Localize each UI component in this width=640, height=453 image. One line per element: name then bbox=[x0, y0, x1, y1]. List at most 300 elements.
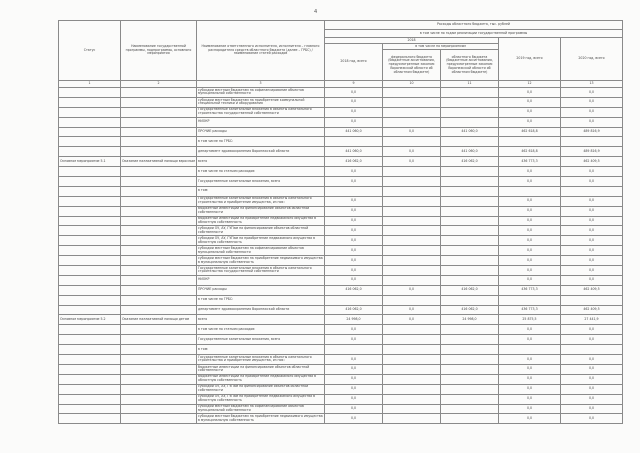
row-2018-federal bbox=[383, 246, 441, 256]
row-status bbox=[59, 374, 121, 384]
row-2018-federal: 0,0 bbox=[383, 157, 441, 167]
row-program bbox=[121, 107, 197, 117]
row-2019 bbox=[499, 137, 561, 147]
row-status bbox=[59, 97, 121, 107]
row-2018-regional bbox=[441, 216, 499, 226]
row-status bbox=[59, 147, 121, 157]
row-2018-regional bbox=[441, 186, 499, 196]
row-2018-regional bbox=[441, 236, 499, 246]
row-2018-regional bbox=[441, 414, 499, 424]
header-incl-events: в том числе по мероприятиям bbox=[383, 44, 499, 50]
col-number: 11 bbox=[441, 81, 499, 88]
row-2018-regional bbox=[441, 374, 499, 384]
row-program bbox=[121, 335, 197, 345]
row-2018-federal: 0,0 bbox=[383, 285, 441, 295]
row-2019: 0,0 bbox=[499, 226, 561, 236]
row-2020 bbox=[561, 345, 623, 355]
row-2018-regional bbox=[441, 275, 499, 285]
col-number: 9 bbox=[325, 81, 383, 88]
row-2019: 0,0 bbox=[499, 275, 561, 285]
row-2019 bbox=[499, 295, 561, 305]
row-2018-total: 0,0 bbox=[325, 216, 383, 226]
row-name: субсидии местным бюджетам на приобретение коммунальной специальной техники и оборудования bbox=[197, 97, 325, 107]
row-2020: 0,0 bbox=[561, 325, 623, 335]
row-2018-regional bbox=[441, 246, 499, 256]
table-row bbox=[59, 117, 623, 127]
row-program: Оказание паллиативной помощи детям bbox=[121, 315, 197, 325]
row-name: субсидии местным бюджетам на приобретение недвижимого имущества в муниципальную собственность bbox=[198, 255, 323, 264]
row-2018-federal bbox=[383, 236, 441, 246]
row-2019: 0,0 bbox=[499, 216, 561, 226]
page-number: 4 bbox=[314, 9, 318, 15]
row-2018-total: 0,0 bbox=[325, 196, 383, 206]
row-2019: 436 773,3 bbox=[499, 285, 561, 295]
row-2020: 0,0 bbox=[561, 394, 623, 404]
row-name: субсидии ОУ, АУ, ГУПам на приобретение недвижимого имущества в областную собственность bbox=[197, 236, 325, 246]
budget-table bbox=[58, 20, 623, 424]
row-program bbox=[121, 256, 197, 266]
row-2019: 0,0 bbox=[499, 335, 561, 345]
row-2018-regional bbox=[441, 97, 499, 107]
row-program bbox=[121, 117, 197, 127]
row-program: Оказание паллиативной помощи взрослым bbox=[121, 157, 197, 167]
row-2018-federal bbox=[383, 394, 441, 404]
row-2018-regional bbox=[441, 177, 499, 187]
row-2018-total: 0,0 bbox=[325, 404, 383, 414]
row-2020: 0,0 bbox=[561, 236, 623, 246]
row-2018-total: 0,0 bbox=[325, 414, 383, 424]
table-row bbox=[59, 384, 623, 394]
row-status bbox=[59, 186, 121, 196]
table-row bbox=[59, 206, 623, 216]
row-program bbox=[121, 295, 197, 305]
table-row bbox=[59, 394, 623, 404]
row-status bbox=[59, 216, 121, 226]
row-2020: 489 816,9 bbox=[561, 147, 623, 157]
row-program bbox=[121, 177, 197, 187]
row-2018-total: 0,0 bbox=[325, 256, 383, 266]
row-name: в том числе по статьям расходов: bbox=[197, 167, 325, 177]
row-2018-federal bbox=[383, 216, 441, 226]
row-2020: 0,0 bbox=[561, 88, 623, 98]
header-col-2018-federal: федерального бюджета (бюджетные ассигнования, предусмотренные законом Воронежской области об областном бюджете) bbox=[383, 50, 441, 81]
row-program bbox=[121, 97, 197, 107]
row-program bbox=[121, 414, 197, 424]
row-status bbox=[59, 107, 121, 117]
row-2018-total: 0,0 bbox=[325, 167, 383, 177]
table-row bbox=[59, 325, 623, 335]
table-row bbox=[59, 137, 623, 147]
table-row bbox=[59, 226, 623, 236]
row-2018-regional bbox=[441, 266, 499, 276]
row-program bbox=[121, 127, 197, 137]
row-name: субсидии ОУ, АУ, ГУПам на финансирование объектов областной собственности bbox=[197, 384, 325, 394]
row-2018-total bbox=[325, 295, 383, 305]
row-2018-federal bbox=[383, 266, 441, 276]
row-2020: 0,0 bbox=[561, 226, 623, 236]
row-status: Основное мероприятие 5.2 bbox=[59, 315, 121, 325]
row-name: Государственные капитальные вложения в объекты капитального строительства и приобретение имущества, из них: bbox=[197, 196, 325, 206]
row-name: субсидии местным бюджетам на приобретение недвижимого имущества в муниципальную собственность bbox=[198, 414, 323, 422]
row-status bbox=[59, 236, 121, 246]
row-2019: 0,0 bbox=[499, 167, 561, 177]
table-row bbox=[59, 127, 623, 137]
row-program bbox=[121, 266, 197, 276]
header-year-2018: 2018 bbox=[325, 38, 499, 44]
row-program bbox=[121, 394, 197, 404]
row-2018-regional bbox=[441, 226, 499, 236]
row-program bbox=[121, 275, 197, 285]
row-2018-total: 0,0 bbox=[325, 275, 383, 285]
row-2018-total: 0,0 bbox=[325, 177, 383, 187]
row-2018-total: 0,0 bbox=[325, 364, 383, 374]
row-status bbox=[59, 404, 121, 414]
row-program bbox=[121, 325, 197, 335]
row-name: субсидии ОУ, АУ, ГУПам на приобретение недвижимого имущества в областную собственность bbox=[197, 394, 325, 404]
row-2018-regional bbox=[441, 355, 499, 365]
table-row bbox=[59, 186, 623, 196]
col-number: 2 bbox=[121, 81, 197, 88]
row-2018-total: 24 998,0 bbox=[325, 315, 383, 325]
row-2018-total: 416 062,0 bbox=[325, 157, 383, 167]
row-status bbox=[59, 127, 121, 137]
row-name: субсидии ОУ, АУ, ГУПам на финансирование объектов областной собственности bbox=[197, 226, 325, 236]
row-status bbox=[59, 196, 121, 206]
row-status: Основное мероприятие 5.1 bbox=[59, 157, 121, 167]
row-program bbox=[121, 236, 197, 246]
row-2018-regional bbox=[441, 256, 499, 266]
row-2018-regional bbox=[441, 137, 499, 147]
row-program bbox=[121, 206, 197, 216]
row-2018-federal: 0,0 bbox=[383, 305, 441, 315]
row-2019: 0,0 bbox=[499, 117, 561, 127]
table-row bbox=[59, 404, 623, 414]
row-status bbox=[59, 295, 121, 305]
row-2018-federal bbox=[383, 345, 441, 355]
row-2018-federal bbox=[383, 355, 441, 365]
row-2018-regional bbox=[441, 404, 499, 414]
row-2018-federal bbox=[383, 335, 441, 345]
row-2018-regional: 416 062,0 bbox=[441, 157, 499, 167]
row-status bbox=[59, 167, 121, 177]
row-status bbox=[59, 88, 121, 98]
row-2018-regional: 416 062,0 bbox=[441, 305, 499, 315]
row-program bbox=[121, 196, 197, 206]
row-2018-federal bbox=[383, 404, 441, 414]
row-name: департамент здравоохранения Воронежской области bbox=[197, 147, 325, 157]
row-2019 bbox=[499, 345, 561, 355]
row-2019: 462 618,8 bbox=[499, 127, 561, 137]
row-2018-federal bbox=[383, 275, 441, 285]
row-2018-federal bbox=[383, 107, 441, 117]
row-name: в том: bbox=[197, 186, 325, 196]
row-2020: 0,0 bbox=[561, 196, 623, 206]
row-2020: 0,0 bbox=[561, 167, 623, 177]
row-2019: 0,0 bbox=[499, 364, 561, 374]
table-row bbox=[59, 266, 623, 276]
row-2018-federal bbox=[383, 364, 441, 374]
table-row bbox=[59, 167, 623, 177]
row-2018-total: 0,0 bbox=[325, 384, 383, 394]
row-2019: 0,0 bbox=[499, 206, 561, 216]
table-row bbox=[59, 315, 623, 325]
table-row bbox=[59, 177, 623, 187]
row-2018-total: 441 060,0 bbox=[325, 147, 383, 157]
row-2018-regional bbox=[441, 196, 499, 206]
row-program bbox=[121, 216, 197, 226]
row-2018-federal bbox=[383, 186, 441, 196]
row-program bbox=[121, 355, 197, 365]
row-name: НИОКР bbox=[197, 275, 325, 285]
row-status bbox=[59, 414, 121, 424]
row-status bbox=[59, 117, 121, 127]
row-2020 bbox=[561, 137, 623, 147]
row-name: Государственные капитальные вложения в объекты капитального строительства государственной собственности bbox=[197, 266, 325, 276]
row-name: субсидии местным бюджетам на софинансирование объектов муниципальной собственности bbox=[197, 88, 325, 98]
row-name: бюджетные инвестиции на финансирование объектов областной собственности bbox=[197, 206, 325, 216]
row-status bbox=[59, 355, 121, 365]
row-2020: 0,0 bbox=[561, 177, 623, 187]
row-2018-total: 0,0 bbox=[325, 374, 383, 384]
row-status bbox=[59, 394, 121, 404]
table-row bbox=[59, 107, 623, 117]
table-row bbox=[59, 216, 623, 226]
row-2019: 0,0 bbox=[499, 384, 561, 394]
header-status: Статус bbox=[59, 21, 121, 81]
row-2018-regional bbox=[441, 167, 499, 177]
row-2018-total: 0,0 bbox=[325, 117, 383, 127]
table-row bbox=[59, 345, 623, 355]
row-2018-total bbox=[325, 345, 383, 355]
row-2018-total: 0,0 bbox=[325, 325, 383, 335]
row-status bbox=[59, 275, 121, 285]
row-2018-total: 0,0 bbox=[325, 88, 383, 98]
row-2018-federal bbox=[383, 295, 441, 305]
row-program bbox=[121, 364, 197, 374]
row-status bbox=[59, 256, 121, 266]
row-2018-regional bbox=[441, 295, 499, 305]
row-2019: 462 618,8 bbox=[499, 147, 561, 157]
row-status bbox=[59, 206, 121, 216]
row-2018-total: 0,0 bbox=[325, 107, 383, 117]
row-2020: 0,0 bbox=[561, 374, 623, 384]
row-2018-total: 441 060,0 bbox=[325, 127, 383, 137]
row-2018-federal: 0,0 bbox=[383, 315, 441, 325]
row-name: бюджетные инвестиции на финансирование объектов областной собственности bbox=[197, 364, 325, 374]
row-program bbox=[121, 246, 197, 256]
table-row bbox=[59, 236, 623, 246]
row-2020: 0,0 bbox=[561, 384, 623, 394]
row-2020: 0,0 bbox=[561, 216, 623, 226]
row-status bbox=[59, 325, 121, 335]
row-status bbox=[59, 305, 121, 315]
row-2019: 436 773,3 bbox=[499, 157, 561, 167]
row-2018-regional bbox=[441, 394, 499, 404]
row-2018-regional bbox=[441, 364, 499, 374]
row-2018-regional bbox=[441, 325, 499, 335]
row-2018-total: 0,0 bbox=[325, 97, 383, 107]
row-2018-regional bbox=[441, 206, 499, 216]
row-2018-regional bbox=[441, 107, 499, 117]
row-2018-federal bbox=[383, 384, 441, 394]
row-status bbox=[59, 226, 121, 236]
header-col-2019: 2019 год, всего bbox=[499, 38, 561, 81]
row-2019: 0,0 bbox=[499, 404, 561, 414]
row-2020: 0,0 bbox=[561, 97, 623, 107]
row-2019: 0,0 bbox=[499, 246, 561, 256]
row-status bbox=[59, 137, 121, 147]
row-2020: 0,0 bbox=[561, 335, 623, 345]
row-2019: 0,0 bbox=[499, 236, 561, 246]
row-2020: 0,0 bbox=[561, 414, 623, 424]
table-row bbox=[59, 196, 623, 206]
col-number: 3 bbox=[197, 81, 325, 88]
row-2018-total: 416 062,0 bbox=[325, 285, 383, 295]
row-2019: 0,0 bbox=[499, 355, 561, 365]
row-2018-total: 0,0 bbox=[325, 236, 383, 246]
row-2020: 0,0 bbox=[561, 206, 623, 216]
row-2020: 0,0 bbox=[561, 117, 623, 127]
row-2018-regional: 24 998,0 bbox=[441, 315, 499, 325]
row-2020: 0,0 bbox=[561, 266, 623, 276]
col-number: 13 bbox=[561, 81, 623, 88]
row-2018-regional bbox=[441, 117, 499, 127]
row-program bbox=[121, 345, 197, 355]
row-2018-regional: 416 062,0 bbox=[441, 285, 499, 295]
row-2018-federal bbox=[383, 374, 441, 384]
row-2019: 0,0 bbox=[499, 266, 561, 276]
row-name: в том числе по статьям расходов: bbox=[197, 325, 325, 335]
row-program bbox=[121, 374, 197, 384]
row-2018-total: 0,0 bbox=[325, 226, 383, 236]
row-name: субсидии местным бюджетам на софинансирование объектов муниципальной собственности bbox=[197, 404, 325, 414]
row-name: НИОКР bbox=[197, 117, 325, 127]
header-source-name: Наименование ответственного исполнителя, исполнителя – главного распорядителя средств областного бюджета (далее – ГРБС) / наименование статей расходов bbox=[197, 21, 325, 81]
row-2020: 0,0 bbox=[561, 275, 623, 285]
row-2018-regional: 441 060,0 bbox=[441, 127, 499, 137]
row-2018-federal: 0,0 bbox=[383, 127, 441, 137]
row-2019: 436 773,3 bbox=[499, 305, 561, 315]
col-number: 12 bbox=[499, 81, 561, 88]
row-status bbox=[59, 335, 121, 345]
row-2020: 0,0 bbox=[561, 107, 623, 117]
row-2019: 0,0 bbox=[499, 107, 561, 117]
row-2019: 0,0 bbox=[499, 394, 561, 404]
row-2019 bbox=[499, 186, 561, 196]
row-name: всего bbox=[197, 315, 325, 325]
row-2020: 462 409,5 bbox=[561, 157, 623, 167]
row-name: Государственные капитальные вложения в объекты капитального строительства государственной собственности bbox=[197, 107, 325, 117]
row-program bbox=[121, 305, 197, 315]
row-program bbox=[121, 226, 197, 236]
row-program bbox=[121, 384, 197, 394]
row-2018-regional bbox=[441, 88, 499, 98]
row-2020 bbox=[561, 295, 623, 305]
row-2020: 462 409,5 bbox=[561, 285, 623, 295]
header-expenses-title: Расходы областного бюджета, тыс. рублей bbox=[325, 21, 623, 30]
table-row bbox=[59, 88, 623, 98]
row-name: ПРОЧИЕ расходы bbox=[197, 285, 325, 295]
table-row bbox=[59, 414, 623, 424]
table-row bbox=[59, 374, 623, 384]
row-2018-federal bbox=[383, 117, 441, 127]
header-years-title: в том числе по годам реализации государственной программы bbox=[325, 30, 623, 38]
row-2018-regional bbox=[441, 335, 499, 345]
row-2018-federal: 0,0 bbox=[383, 147, 441, 157]
table-row bbox=[59, 335, 623, 345]
row-name: Государственные капитальные вложения, всего bbox=[197, 177, 325, 187]
row-name: в том числе по ГРБС: bbox=[197, 137, 325, 147]
row-program bbox=[121, 88, 197, 98]
row-2019: 0,0 bbox=[499, 88, 561, 98]
row-name: в том: bbox=[197, 345, 325, 355]
row-2020: 462 409,5 bbox=[561, 305, 623, 315]
row-2020 bbox=[561, 186, 623, 196]
row-2019: 0,0 bbox=[499, 325, 561, 335]
row-2020: 0,0 bbox=[561, 256, 623, 266]
row-status bbox=[59, 345, 121, 355]
row-2018-total bbox=[325, 137, 383, 147]
row-name: ПРОЧИЕ расходы bbox=[197, 127, 325, 137]
row-2020: 0,0 bbox=[561, 404, 623, 414]
row-status bbox=[59, 246, 121, 256]
row-2020: 27 441,9 bbox=[561, 315, 623, 325]
row-2019: 0,0 bbox=[499, 414, 561, 424]
row-status bbox=[59, 364, 121, 374]
header-col-2018-total: 2018 год, всего bbox=[325, 44, 383, 81]
row-program bbox=[121, 186, 197, 196]
table-row bbox=[59, 364, 623, 374]
header-program-name: Наименование государственной программы, подпрограммы, основного мероприятия bbox=[121, 21, 197, 81]
row-2018-regional bbox=[441, 345, 499, 355]
table-row bbox=[59, 256, 623, 266]
header-col-2018-regional: областного бюджета (бюджетные ассигнования, предусмотренные законом Воронежской области об областном бюджете) bbox=[441, 50, 499, 81]
table-row bbox=[59, 305, 623, 315]
row-name: субсидии местным бюджетам на софинансирование объектов муниципальной собственности bbox=[197, 246, 325, 256]
table-row bbox=[59, 285, 623, 295]
row-name: в том числе по ГРБС: bbox=[197, 295, 325, 305]
row-status bbox=[59, 384, 121, 394]
row-2018-regional bbox=[441, 384, 499, 394]
row-status bbox=[59, 266, 121, 276]
row-2018-federal bbox=[383, 226, 441, 236]
row-program bbox=[121, 167, 197, 177]
row-2019: 0,0 bbox=[499, 196, 561, 206]
row-2019: 0,0 bbox=[499, 256, 561, 266]
row-2018-federal bbox=[383, 137, 441, 147]
row-2018-federal bbox=[383, 196, 441, 206]
row-2018-federal bbox=[383, 325, 441, 335]
row-2018-federal bbox=[383, 177, 441, 187]
row-2018-federal bbox=[383, 167, 441, 177]
row-2018-regional: 441 060,0 bbox=[441, 147, 499, 157]
row-name: всего bbox=[197, 157, 325, 167]
row-program bbox=[121, 137, 197, 147]
row-2019: 0,0 bbox=[499, 177, 561, 187]
col-number: 1 bbox=[59, 81, 121, 88]
row-2018-total: 416 062,0 bbox=[325, 305, 383, 315]
row-2018-federal bbox=[383, 88, 441, 98]
row-2018-total: 0,0 bbox=[325, 266, 383, 276]
row-name: департамент здравоохранения Воронежской области bbox=[197, 305, 325, 315]
row-2020: 0,0 bbox=[561, 355, 623, 365]
row-program bbox=[121, 285, 197, 295]
row-program bbox=[121, 147, 197, 157]
table-row bbox=[59, 246, 623, 256]
row-2018-total: 0,0 bbox=[325, 246, 383, 256]
row-2018-federal bbox=[383, 256, 441, 266]
row-status bbox=[59, 177, 121, 187]
